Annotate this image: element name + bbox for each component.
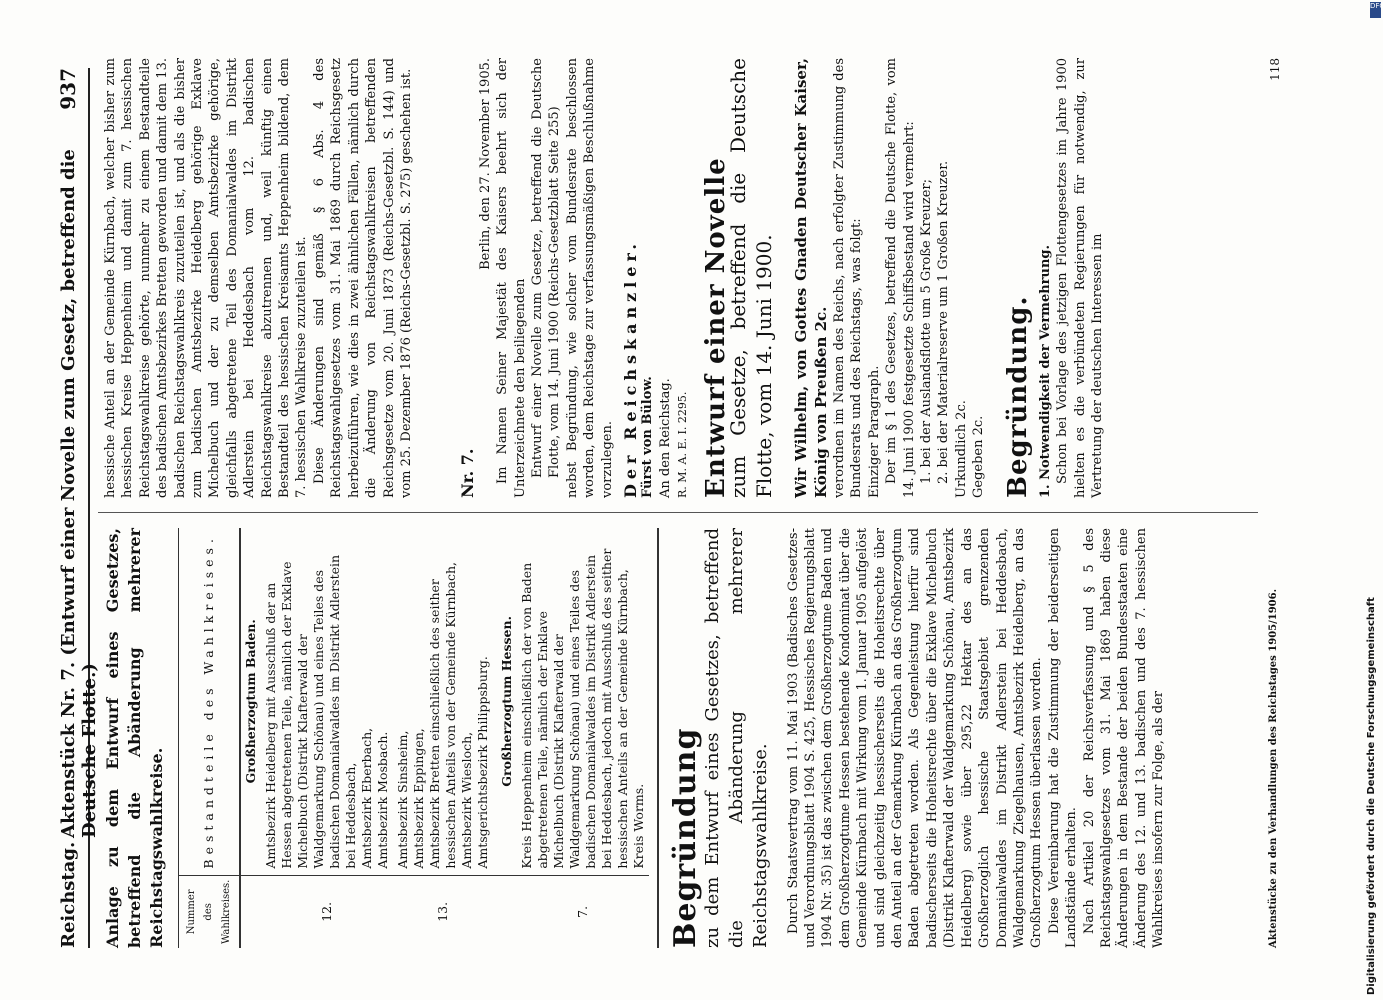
preamble-wir: Wir Wilhelm, von Gottes Gnaden Deutscher Kaiser, König von Preußen 2c.	[792, 58, 830, 498]
list-item-2: 2. bei der Materialreserve um 1 Großen Kreuzer.	[936, 160, 952, 484]
digitization-note	[1366, 0, 1382, 1000]
nr7-heading: Nr. 7.	[458, 448, 478, 498]
urkundlich: Urkundlich 2c.	[953, 400, 969, 498]
row-7a: Kreis Heppenheim einschließlich der von Baden abgetretenen Teile, nämlich der Enklave Michelbuch (Distrikt Klafterwald der Waldgemarkung Schönau) und eines Teiles des badischen Domanialwaldes im Distrikt Adlerstein bei Heddesbach, jedoch mit Ausschluß des seither hessischen Anteils an der Gemeinde Kürnbach,	[519, 548, 631, 869]
row-13c: Amtsbezirk Bretten einschließlich des seither hessischen Anteils von der Gemeinde Kürnbach,	[427, 561, 459, 869]
buelow-signature: Fürst von Bülow.	[640, 376, 656, 498]
left-column	[102, 528, 1168, 948]
addressee: An den Reichstag.	[657, 378, 673, 498]
right-paragraph-4: nebst Begründung, wie solcher vom Bundesrate beschlossen worden, dem Reichstage zur verfassungsmäßigen Beschlußnahme vorzulegen.	[564, 58, 615, 498]
left-paragraph-3: Nach Artikel 20 der Reichsverfassung und § 5 des Reichstagswahlgesetzes vom 31. Mai 1869 haben diese Änderungen in dem Bestande der beiden Bundesstaaten eine Änderung des 12. und 13. badischen und des 7. hessischen Wahlkreises insofern zur Folge, als der	[1081, 528, 1167, 948]
section-1-heading: 1. Notwendigkeit der Vermehrung.	[1038, 244, 1054, 498]
row-13a: Amtsbezirk Sinsheim,	[395, 730, 411, 869]
list-item-1: 1. bei der Auslandsflotte um 5 Große Kreuzer;	[919, 179, 935, 484]
dateline: Berlin, den 27. November 1905.	[477, 58, 493, 270]
right-paragraph-3b: Entwurf einer Novelle zum Gesetze, betreffend die Deutsche Flotte, vom 14. Juni 1900 (Reichs-Gesetzblatt Seite 255)	[529, 58, 563, 478]
row-num-13: 13.	[393, 875, 493, 948]
th-parts: Bestandteile des Wahlkreises.	[179, 528, 241, 875]
constituency-table	[178, 528, 649, 948]
right-paragraph-5: Schon bei Vorlage des jetzigen Flottengesetzes im Jahre 1900 hielten es die verbündeten Regierungen für notwendig, zur Vertretung der deutschen Interessen im	[1055, 58, 1106, 498]
right-paragraph-3: Im Namen Seiner Majestät des Kaisers beehrt sich der Unterzeichnete den beiliegenden	[495, 58, 528, 498]
row-13d: Amtsbezirk Wiesloch,	[459, 731, 475, 869]
left-paragraph-1: Durch Staatsvertrag vom 11. Mai 1903 (Badisches Gesetzes- und Verordnungsblatt 1904 S. 425, Hessisches Regierungsblatt 1904 Nr. 35) ist das zwischen dem Großherzogtume Baden und dem Großherzogtume Hessen bestehende Kondominat über die Gemeinde Kürnbach mit Wirkung vom 1. Januar 1905 aufgelöst und sind gleichzeitig hessischerseits die Hoheitsrechte über den Anteil an der Gemarkung Kürnbach an das Großherzogtum Baden abgetreten worden. Als Gegenleistung hierfür sind badischerseits die Hoheitsrechte über die Exklave Michelbuch (Distrikt Klafterwald der Waldgemarkung Schönau, Amtsbezirk Heidelberg) sowie über 295,22 Hektar des an das Großherzoglich hessische Staatsgebiet grenzenden Domanialwaldes im Distrikt Adlerstein bei Heddesbach, Waldgemarkung Ziegelhausen, Amtsbezirk Heidelberg, an das Großherzogtum Hessen überlassen worden.	[785, 528, 1045, 948]
row-12c: Amtsbezirk Mosbach.	[375, 731, 391, 869]
row-num-7: 7.	[517, 875, 649, 948]
gegeben: Gegeben 2c.	[971, 415, 987, 498]
begruendung-subtitle: zu dem Entwurf eines Gesetzes, betreffend die Abänderung mehrerer Reichstagswahlkreise.	[701, 528, 771, 948]
row-13b: Amtsbezirk Eppingen,	[411, 728, 427, 869]
verordnen: verordnen im Namen des Reichs, nach erfolgter Zustimmung des Bundesrats und des Reichstags, was folgt:	[832, 58, 865, 498]
left-paragraph-2: Diese Vereinbarung hat die Zustimmung der beiderseitigen Landstände erhalten.	[1046, 528, 1080, 948]
digitization-text: Digitalisierung gefördert durch die Deutsche Forschungsgemeinschaft	[1366, 597, 1377, 995]
running-header	[48, 68, 100, 948]
th-number: Nummer des Wahlkreises.	[179, 875, 241, 948]
paragraph-text: Der im § 1 des Gesetzes, betreffend die Deutsche Flotte, vom 14. Juni 1900 festgesetzte Schiffsbestand wird vermehrt:	[884, 58, 917, 498]
reference-number: R. M. A. E. I. 2295.	[676, 391, 690, 498]
row-7	[517, 528, 649, 875]
entwurf-heading: Entwurf einer Novelle	[700, 157, 731, 498]
entwurf-subtitle: zum Gesetze, betreffend die Deutsche Flotte, vom 14. Juni 1900.	[726, 58, 776, 498]
annex-title: Anlage zu dem Entwurf eines Gesetzes, betreffend die Abänderung mehrerer Reichstagswahlkreise.	[103, 528, 166, 948]
row-7b: Kreis Worms.	[631, 783, 647, 869]
row-12a: Amtsbezirk Heidelberg mit Ausschluß der an Hessen abgetretenen Teile, nämlich der Exklave Michelbuch (Distrikt Klafterwald der Waldgemarkung Schönau) und eines Teiles des badischen Domanialwaldes im Distrikt Adlerstein bei Heddesbach,	[263, 554, 359, 869]
row-num-12: 12.	[261, 875, 393, 948]
footer-note: Aktenstücke zu den Verhandlungen des Reichstages 1905/1906.	[1268, 588, 1279, 948]
header-center: Aktenstück Nr. 7. (Entwurf einer Novelle zum Gesetz, betreffend die Deutsche Flotte.)	[58, 149, 100, 838]
begruendung-heading: Begründung	[668, 727, 704, 948]
state-hessen: Großherzogtum Hessen.	[499, 616, 515, 787]
reichskanzler: Der Reichskanzler.	[620, 239, 640, 498]
right-paragraph-1: hessische Anteil an der Gemeinde Kürnbach, welcher bisher zum hessischen Kreise Heppenheim und damit zum 7. hessischen Reichstagswahlkreise gehörte, nunmehr zu einem Bestandteile des badischen Amtsbezirkes Bretten geworden und damit dem 13. badischen Reichstagswahlkreis zuzuteilen ist, und als die bisher zum badischen Amtsbezirke Heidelberg gehörige Exklave Michelbuch und der zu demselben Amtsbezirke gehörige, gleichfalls abgetretene Teil des Domanialwaldes im Distrikt Adlerstein bei Heddesbach vom 12. badischen Reichstagswahlkreise abzutrennen und, weil künftig einen Bestandteil des hessischen Kreisamts Heppenheim bildend, dem 7. hessischen Wahlkreise zuzuteilen ist.	[103, 58, 310, 498]
begruendung-heading-2: Begründung.	[1002, 295, 1033, 498]
row-12b: Amtsbezirk Eberbach,	[359, 727, 375, 869]
header-left: Reichstag.	[58, 841, 79, 948]
column-divider	[98, 512, 1258, 513]
row-13	[393, 528, 493, 875]
row-12	[261, 528, 393, 875]
row-13e: Amtsgerichtsbezirk Philippsburg.	[475, 656, 491, 869]
page-footer-number: 118	[1268, 58, 1282, 81]
state-baden: Großherzogtum Baden.	[243, 619, 259, 784]
page-number: 937	[56, 68, 80, 110]
paragraph-heading: Einziger Paragraph.	[866, 365, 882, 498]
right-paragraph-2: Diese Änderungen sind gemäß § 6 Abs. 4 des Reichstagswahlgesetzes vom 31. Mai 1869 durch Reichsgesetz herbeizuführen, wie dies in zwei ähnlichen Fällen, nämlich durch die Änderung von Reichstagswahlkreisen betreffenden Reichsgesetze vom 20. Juni 1873 (Reichs-Gesetzbl. S. 144) und vom 25. Dezember 1876 (Reichs-Gesetzbl. S. 275) geschehen ist.	[311, 58, 414, 498]
dfg-logo: DFG	[1370, 2, 1381, 18]
right-column	[102, 58, 1107, 498]
